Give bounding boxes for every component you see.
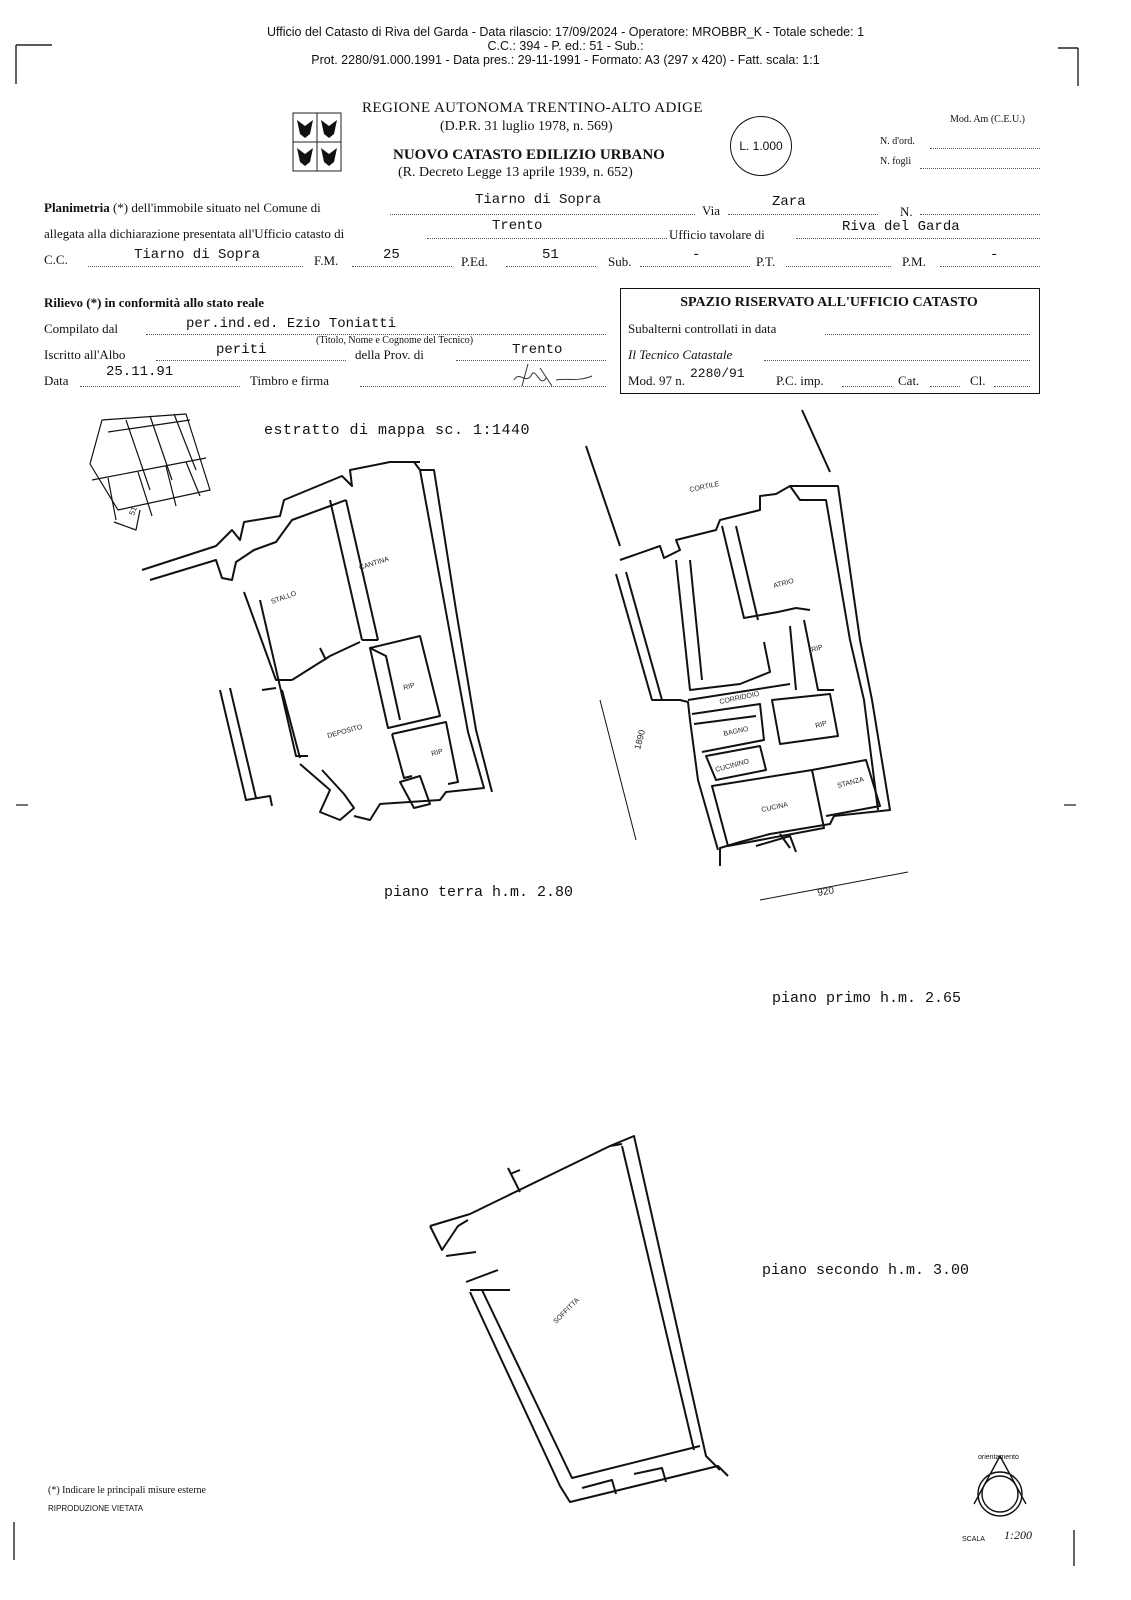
ufficio-catasto-value: Trento <box>492 218 543 234</box>
second-floor-caption: piano secondo h.m. 3.00 <box>762 1262 970 1279</box>
rilievo-heading: Rilievo (*) in conformità allo stato reale <box>44 295 264 310</box>
map-extract-caption: estratto di mappa sc. 1:1440 <box>264 422 531 439</box>
label-bagno: BAGNO <box>722 725 750 738</box>
label-rip-3: RIP <box>810 644 824 654</box>
nord-label: N. d'ord. <box>880 136 915 147</box>
header-line-1: Ufficio del Catasto di Riva del Garda - Data rilascio: 17/09/2024 - Operatore: MROBBR_K - Totale schede: 1 <box>266 25 865 39</box>
label-stanza: STANZA <box>836 776 865 790</box>
tecnico-label: Il Tecnico Catastale <box>628 347 733 362</box>
cc-value: Tiarno di Sopra <box>134 247 261 263</box>
map-extract <box>90 414 210 530</box>
label-cucinino: CUCININO <box>714 758 750 774</box>
map-ped-51: 51 <box>127 505 139 517</box>
label-rip-1: RIP <box>402 682 416 692</box>
orientamento-label: orientamento <box>978 1454 1019 1461</box>
via-value: Zara <box>772 194 806 210</box>
label-rip-2: RIP <box>430 748 444 758</box>
ped-label: P.Ed. <box>461 254 488 269</box>
fm-value: 25 <box>383 247 400 263</box>
first-floor-caption: piano primo h.m. 2.65 <box>772 990 962 1007</box>
planimetria-label: Planimetria (*) dell'immobile situato nel Comune di <box>44 200 321 215</box>
scala-value: 1:200 <box>1004 1528 1032 1542</box>
label-deposito: DEPOSITO <box>326 723 364 740</box>
cl-label: Cl. <box>970 373 986 388</box>
data-value: 25.11.91 <box>106 364 174 380</box>
region-title: REGIONE AUTONOMA TRENTINO-ALTO ADIGE <box>362 100 703 116</box>
label-rip-4: RIP <box>814 720 828 730</box>
data-label: Data <box>44 373 69 388</box>
dim-1890: 1890 <box>632 728 648 751</box>
timbro-label: Timbro e firma <box>250 373 329 388</box>
titolo-hint: (Titolo, Nome e Cognome del Tecnico) <box>316 335 474 346</box>
pm-value: - <box>990 247 999 263</box>
cat-label: Cat. <box>898 373 920 388</box>
nfogli-label: N. fogli <box>880 156 912 167</box>
pt-label: P.T. <box>756 254 776 269</box>
label-cantina: CANTINA <box>358 555 390 572</box>
label-corridoio: CORRIDOIO <box>718 690 760 706</box>
label-cortile: CORTILE <box>688 480 720 494</box>
dim-920: 920 <box>816 885 835 899</box>
compilato-label: Compilato dal <box>44 321 119 336</box>
first-floor-plan <box>586 410 890 866</box>
mod97-value: 2280/91 <box>690 366 745 381</box>
label-cucina: CUCINA <box>760 801 789 814</box>
label-stallo: STALLO <box>270 590 298 606</box>
tavolare-label: Ufficio tavolare di <box>669 227 765 242</box>
footer-note: (*) Indicare le principali misure esterne <box>48 1485 206 1496</box>
prov-value: Trento <box>512 342 563 358</box>
allegata-label: allegata alla dichiarazione presentata all'Ufficio catasto di <box>44 226 345 241</box>
second-floor-plan <box>430 1136 728 1502</box>
scala-label: SCALA <box>962 1536 985 1543</box>
subalterni-label: Subalterni controllati in data <box>628 321 777 336</box>
ground-floor-plan <box>142 462 492 820</box>
office-box-title: SPAZIO RISERVATO ALL'UFFICIO CATASTO <box>680 295 978 310</box>
pc-imp-label: P.C. imp. <box>776 373 824 388</box>
sub-value: - <box>692 247 701 263</box>
via-label: Via <box>702 203 720 218</box>
dpr-text: (D.P.R. 31 luglio 1978, n. 569) <box>440 119 613 134</box>
mod97-label: Mod. 97 n. <box>628 373 686 388</box>
label-soffitta: SOFFITTA <box>552 1296 581 1326</box>
cc-label: C.C. <box>44 252 68 267</box>
prov-label: della Prov. di <box>355 347 424 362</box>
n-label: N. <box>900 204 913 219</box>
catasto-title: NUOVO CATASTO EDILIZIO URBANO <box>393 147 665 163</box>
ufficio-tavolare-value: Riva del Garda <box>842 219 960 235</box>
ped-value: 51 <box>542 247 559 263</box>
label-atrio: ATRIO <box>772 577 795 590</box>
header-line-3: Prot. 2280/91.000.1991 - Data pres.: 29-11-1991 - Formato: A3 (297 x 420) - Fatt. scala: 1:1 <box>311 53 820 67</box>
stamp-duty-circle: L. 1.000 <box>730 116 792 176</box>
north-arrow-icon <box>974 1456 1026 1516</box>
sub-label: Sub. <box>608 254 632 269</box>
decreto-text: (R. Decreto Legge 13 aprile 1939, n. 652) <box>398 165 633 180</box>
compilato-value: per.ind.ed. Ezio Toniatti <box>186 316 397 332</box>
albo-value: periti <box>216 342 267 358</box>
riproduzione-vietata: RIPRODUZIONE VIETATA <box>48 1504 144 1513</box>
ground-floor-caption: piano terra h.m. 2.80 <box>384 884 574 901</box>
comune-value: Tiarno di Sopra <box>475 192 602 208</box>
fm-label: F.M. <box>314 253 339 268</box>
iscritto-label: Iscritto all'Albo <box>44 347 126 362</box>
mod-label: Mod. Am (C.E.U.) <box>950 114 1025 125</box>
header-line-2: C.C.: 394 - P. ed.: 51 - Sub.: <box>487 39 644 53</box>
pm-label: P.M. <box>902 254 926 269</box>
